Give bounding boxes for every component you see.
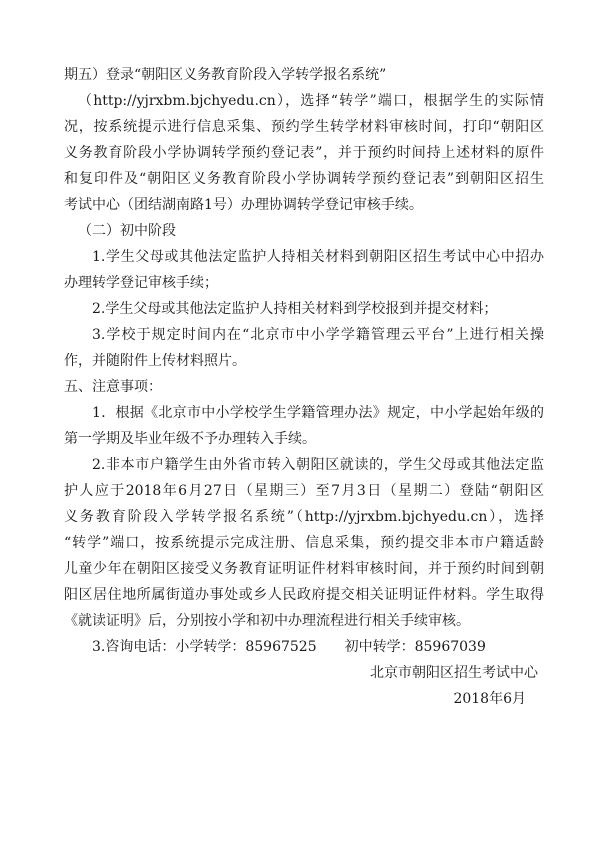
text-line: （http://yjrxbm.bjchyedu.cn），选择“转学”端口，根据学生的实际情	[78, 93, 544, 109]
document-body	[64, 62, 544, 712]
signature-org: 北京市朝阳区招生考试中心	[370, 665, 538, 681]
text-line: 况，按系统提示进行信息采集、预约学生转学材料审核时间，打印“朝阳区	[64, 119, 544, 135]
text-line: 护人应于2018年6月27日（星期三）至7月3日（星期二）登陆“朝阳区	[64, 483, 544, 499]
text-line: 阳区居住地所属街道办事处或乡人民政府提交相关证明证件材料。学生取得	[64, 587, 544, 603]
text-line: 2.非本市户籍学生由外省市转入朝阳区就读的，学生父母或其他法定监	[92, 457, 544, 473]
text-line: 义务教育阶段小学协调转学预约登记表”，并于预约时间持上述材料的原件	[64, 145, 544, 161]
signature-date: 2018年6月	[453, 691, 526, 707]
text-line: 1.学生父母或其他法定监护人持相关材料到朝阳区招生考试中心中招办	[92, 249, 544, 265]
text-line: “转学”端口，按系统提示完成注册、信息采集，预约提交非本市户籍适龄	[64, 535, 544, 551]
text-line: 期五）登录“朝阳区义务教育阶段入学转学报名系统”	[64, 67, 387, 83]
text-line: 办理转学登记审核手续；	[64, 275, 218, 291]
text-line: 义务教育阶段入学转学报名系统”（http://yjrxbm.bjchyedu.cn），选择	[64, 509, 544, 525]
text-line: 2.学生父母或其他法定监护人持相关材料到学校报到并提交材料；	[92, 301, 498, 317]
contact-phones: 3.咨询电话：小学转学：85967525 初中转学：85967039	[92, 639, 486, 655]
text-line: 第一学期及毕业年级不予办理转入手续。	[64, 431, 316, 447]
text-line: 作，并随附件上传材料照片。	[64, 353, 246, 369]
section-heading: （二）初中阶段	[78, 223, 176, 239]
text-line: 和复印件及“朝阳区义务教育阶段小学协调转学预约登记表”到朝阳区招生	[64, 171, 544, 187]
text-line: 《就读证明》后，分别按小学和初中办理流程进行相关手续审核。	[64, 613, 470, 629]
text-line: 考试中心（团结湖南路1号）办理协调转学登记审核手续。	[64, 197, 423, 213]
text-line: 3.学校于规定时间内在“北京市中小学学籍管理云平台”上进行相关操	[92, 327, 544, 343]
text-line: 儿童少年在朝阳区接受义务教育证明证件材料审核时间，并于预约时间到朝	[64, 561, 544, 577]
text-line: 1．根据《北京市中小学校学生学籍管理办法》规定，中小学起始年级的	[92, 405, 544, 421]
section-heading: 五、注意事项：	[64, 379, 162, 395]
